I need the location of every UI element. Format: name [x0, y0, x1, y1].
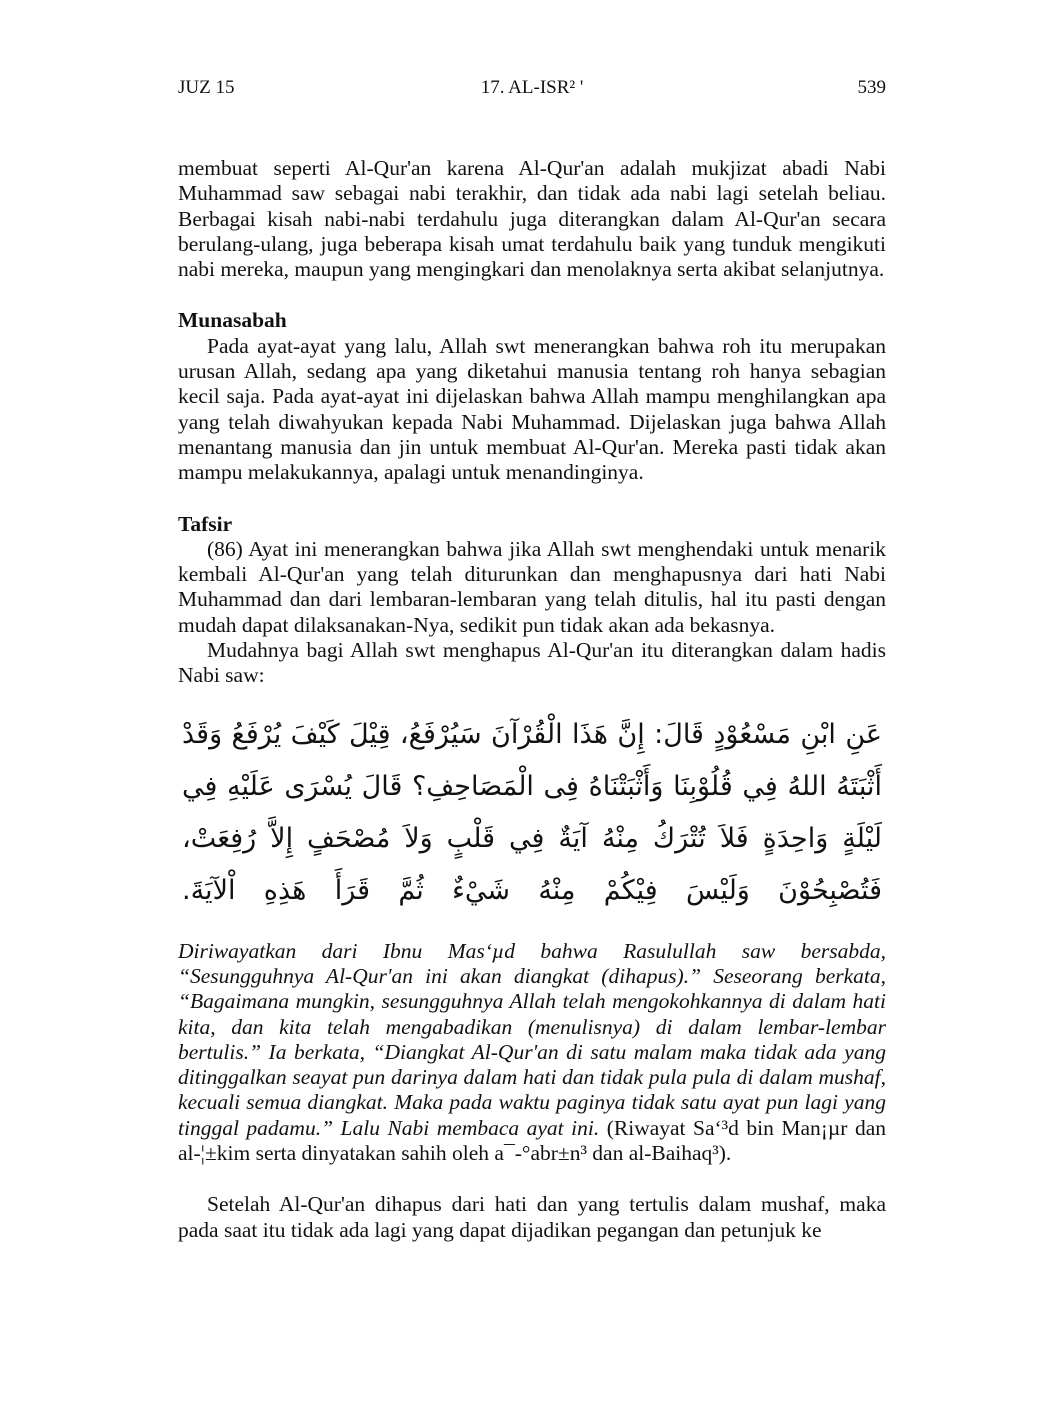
munasabah-paragraph: Pada ayat-ayat yang lalu, Allah swt menerangkan bahwa roh itu merupakan urusan Allah, sedang apa yang diketahui manusia tentang roh hanya sebagian kecil saja. Pada ayat-ayat ini dijelaskan bahwa Allah mampu menghilangkan apa yang telah diwahyukan kepada Nabi Muhammad. Dijelaskan juga bahwa Allah menantang manusia dan jin untuk membuat Al-Qur'an. Mereka pasti tidak akan mampu melakukannya, apalagi untuk menandinginya.: [178, 333, 886, 485]
hadith-translation: [178, 939, 886, 1167]
tafsir-heading: Tafsir: [178, 511, 233, 536]
juz-label: JUZ 15: [178, 77, 235, 98]
munasabah-heading: Munasabah: [178, 308, 287, 333]
hadith-source-citation: (Riwayat Sa‘³d bin Man¡µr dan al-¦±kim serta dinyatakan sahih oleh a¯-°abr±n³ dan al-Baihaq³).: [178, 1115, 886, 1166]
arabic-hadith-text: عَنِ ابْنِ مَسْعُوْدٍ قَالَ: إِنَّ هَذَا الْقُرْآنَ سَيُرْفَعُ، قِيْلَ كَيْفَ يُرْفَعُ وَقَدْ أَثْبَتَهُ اللهُ فِي قُلُوْبِنَا وَأَثْبَتْنَاهُ فِى الْمَصَاحِفِ؟ قَالَ يُسْرَى عَلَيْهِ فِي لَيْلَةٍ وَاحِدَةٍ فَلاَ تُتْرَكُ مِنْهُ آيَةٌ فِي قَلْبٍ وَلاَ مُصْحَفٍ إِلاَّ رُفِعَتْ، فَتُصْبِحُوْنَ وَلَيْسَ فِيْكُمْ مِنْهُ شَيْءٌ ثُمَّ قَرَأَ هَذِهِ اْلآيَةَ.: [182, 718, 882, 906]
page-number: 539: [857, 77, 886, 98]
surah-title: 17. AL-ISR² ': [480, 77, 584, 98]
tafsir-paragraph-continuation: Setelah Al-Qur'an dihapus dari hati dan yang tertulis dalam mushaf, maka pada saat itu tidak ada lagi yang dapat dijadikan pegangan dan petunjuk ke: [178, 1192, 886, 1242]
intro-paragraph: membuat seperti Al-Qur'an karena Al-Qur'an adalah mukjizat abadi Nabi Muhammad saw sebagai nabi terakhir, dan tidak ada nabi lagi setelah beliau. Berbagai kisah nabi-nabi terdahulu juga diterangkan dalam Al-Qur'an secara berulang-ulang, juga beberapa kisah umat terdahulu baik yang tunduk mengikuti nabi mereka, maupun yang mengingkari dan menolaknya serta akibat selanjutnya.: [178, 156, 886, 282]
tafsir-paragraph-hadis-intro: Mudahnya bagi Allah swt menghapus Al-Qur'an itu diterangkan dalam hadis Nabi saw:: [178, 638, 886, 688]
tafsir-paragraph-86: (86) Ayat ini menerangkan bahwa jika Allah swt menghendaki untuk menarik kembali Al-Qur'an yang telah diturunkan dan menghapusnya dari hati Nabi Muhammad dan dari lembaran-lembaran yang telah ditulis, hal itu pasti dengan mudah dapat dilaksanakan-Nya, sedikit pun tidak akan ada bekasnya.: [178, 536, 886, 637]
page-body: [178, 156, 886, 1243]
running-header: [178, 74, 886, 102]
hadith-translation-text: Diriwayatkan dari Ibnu Mas‘µd bahwa Rasulullah saw bersabda, “Sesungguhnya Al-Qur'an ini akan diangkat (dihapus).” Seseorang berkata, “Bagaimana mungkin, sesungguhnya Allah telah mengokohkannya di dalam hati kita, dan kita telah mengabadikan (menulisnya) di dalam lembar-lembar bertulis.” Ia berkata, “Diangkat Al-Qur'an di satu malam maka tidak ada yang ditinggalkan seayat pun darinya dalam hati dan tidak pula pula di dalam mushaf, kecuali semua diangkat. Maka pada waktu paginya tidak satu ayat pun lagi yang tinggal padamu.” Lalu Nabi membaca ayat ini.: [178, 938, 886, 1140]
